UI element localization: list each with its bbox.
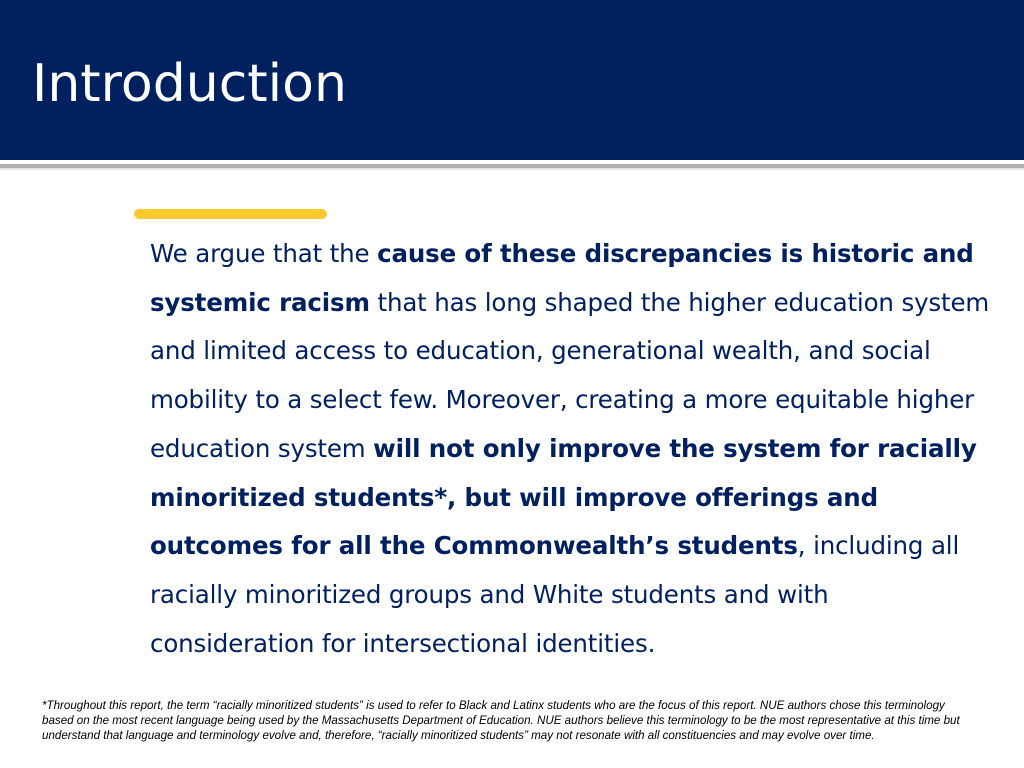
slide-title: Introduction (32, 54, 347, 114)
body-segment: , including all racially minoritized groups and White students and with consideration for intersectional identities. (150, 531, 960, 658)
body-segment-emphasis: cause of these discrepancies is historic and systemic racism (150, 239, 974, 317)
header-divider-shadow (0, 168, 1024, 171)
body-segment: that has long shaped the higher education system and limited access to education, generational wealth, and social mobility to a select few. Moreover, creating a more equitable higher education system (150, 287, 990, 463)
body-segment: We argue that the (150, 239, 378, 268)
footnote: *Throughout this report, the term “racially minoritized students” is used to refer to Black and Latinx students who are the focus of this report. NUE authors chose this terminology based on the most recent language being used by the Massachusetts Department of Education. NUE authors believe this terminology to be the most representative at this time but understand that language and terminology evolve and, therefore, “racially minoritized students” may not resonate with all constituencies and may evolve over time. (42, 699, 960, 742)
accent-bar (134, 209, 327, 219)
title-banner (0, 0, 1024, 160)
body-paragraph (150, 230, 995, 668)
body-segment-emphasis: will not only improve the system for racially minoritized students*, but will improve offerings and outcomes for all the Commonwealth’s students (150, 433, 977, 561)
